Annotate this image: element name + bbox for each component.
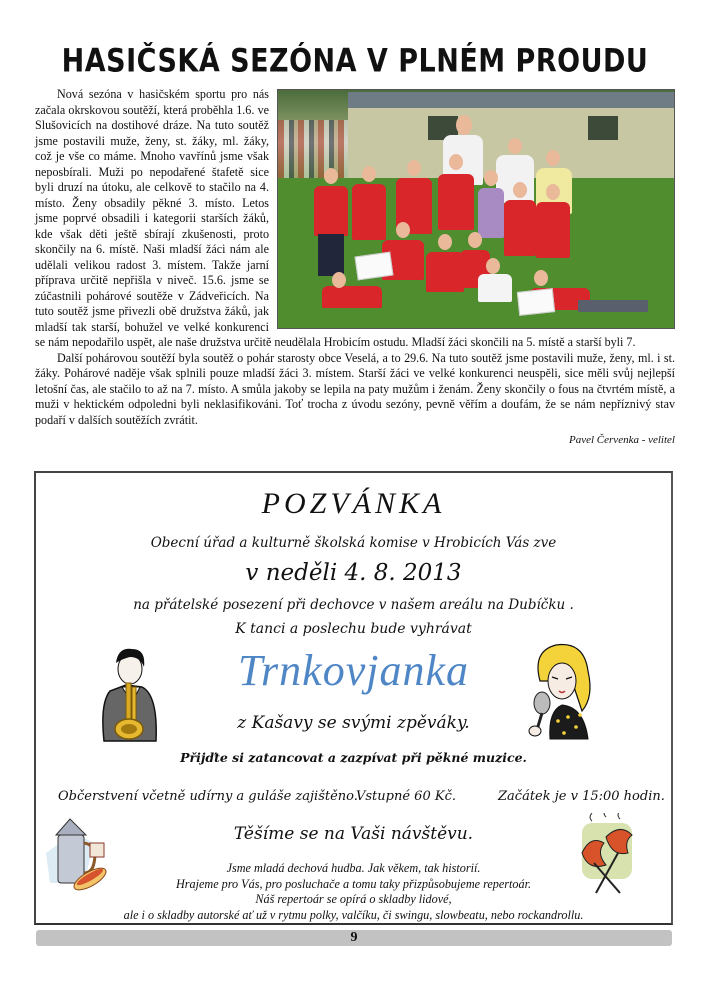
article-body	[35, 87, 675, 449]
invitation-refreshments: Občerstvení včetně udírny a guláše zajištěno.	[58, 789, 358, 804]
invitation-place: na přátelské posezení při dechovce v našem areálu na Dubíčku .	[133, 597, 574, 613]
team-photo	[277, 89, 675, 329]
trumpet-player-icon	[96, 643, 166, 743]
photo-kid	[536, 202, 570, 258]
invitation-band-origin: z Kašavy se svými zpěváky.	[237, 713, 470, 733]
photo-pants	[578, 300, 648, 312]
description-line: Hrajeme pro Vás, pro posluchače a tomu taky přizpůsobujeme repertoár.	[175, 876, 532, 891]
photo-pants	[318, 234, 344, 276]
photo-head	[508, 138, 522, 154]
photo-certificate	[355, 252, 394, 281]
photo-window	[588, 116, 618, 140]
article-paragraph: Další pohárovou soutěží byla soutěž o pohár starosty obce Veselá, a to 29.6. Na tuto soutěž jsme postavili muže, ženy, ml. i st. žáky. Pohárové naděje však splnili pouze mladší žáci 3. místem. Starší žáci ve velké konkurenci neuspěli, sice měli svůj nejlepší letošní čas, ale stačilo to až na 7. místo. A smůla jakoby se lepila na paty mužům i ženám. Ženy skončily o fous na čtvrtém místě, a muži v hektickém odpoledni byli neklasifikováni. Toť trocha z úvodu sezóny, pevně věřím a doufám, že se nám nepříznivý stav podaří v dalších soutěžích zvrátit.	[35, 350, 675, 427]
photo-head	[456, 115, 472, 135]
article-headline: HASIČSKÁ SEZÓNA V PLNÉM PROUDU	[61, 43, 649, 80]
photo-head	[332, 272, 346, 288]
article-paragraph: Nová sezóna v hasičském sportu pro nás začala okrskovou soutěží, která proběhla 1.6. ve Slušovicích na dostihové dráze. Na tuto soutěž jsme postavili muže, ženy, st. žáky, ml. žáky, což je vše co máme. Mnoho vavřínů jsme však neposbírali. Muži po nepodařené štafetě sice byli druzí na útoku, ale celkově to stačilo na 4. místo. Ženy obsadily pěkné 3. místo. Letos jsme poprvé obsadili i kategorii starších žáků, kde však děti ještě sbírají zkušenosti, proto skončily na 6. místě. Naši mladší žáci nám ale udělali velikou radost 3. místem. Takže jarní příprava určitě nepřišla v niveč. 15.6. jsme se zúčastnili pohárové soutěže v Zádveřicích. Na tuto soutěž jsme přivezli obě družstva žáků, jak mladší tak starší, bohužel ve velké konkurenci se nám nepodařilo uspět, ale naše družstva určitě neudělala Hrobicím ostudu. Mladší žáci skončili na 5. místě a starší byli 7.	[35, 87, 636, 349]
invitation-title: POZVÁNKA	[261, 487, 446, 520]
invitation-start-time: Začátek je v 15:00 hodin.	[498, 789, 665, 804]
photo-head	[546, 184, 560, 200]
invitation-box	[34, 471, 673, 925]
photo-head	[534, 270, 548, 286]
photo-head	[486, 258, 500, 274]
invitation-band-name: Trnkovjanka	[238, 646, 469, 695]
description-line: Jsme mladá dechová hudba. Jak věkem, tak historií.	[226, 861, 481, 875]
photo-head	[484, 170, 498, 186]
photo-kid	[314, 186, 348, 236]
invitation-come: Přijďte si zatancovat a zazpívat při pěkné muzice.	[180, 750, 527, 765]
grilled-sausages-icon	[576, 813, 636, 895]
invitation-playing: K tanci a poslechu bude vyhrávat	[235, 621, 472, 637]
photo-head	[362, 166, 376, 182]
invitation-entry-fee: Vstupné 60 Kč.	[356, 789, 456, 804]
page-number-bar	[36, 930, 672, 946]
invitation-date: v neděli 4. 8. 2013	[245, 560, 462, 586]
photo-head	[396, 222, 410, 238]
photo-kid	[504, 200, 536, 256]
photo-head	[407, 160, 421, 176]
photo-kid	[438, 174, 474, 230]
invitation-host: Obecní úřad a kulturně školská komise v Hrobicích Vás zve	[150, 535, 557, 551]
photo-head	[513, 182, 527, 198]
photo-kid	[426, 252, 464, 292]
photo-head	[546, 150, 560, 166]
photo-head	[438, 234, 452, 250]
photo-head	[324, 168, 338, 184]
beer-stein-hotdog-icon	[44, 813, 114, 893]
photo-kid	[322, 286, 382, 308]
photo-head	[468, 232, 482, 248]
photo-kid	[352, 184, 386, 240]
photo-roof	[348, 92, 674, 108]
article-signature: Pavel Červenka - velitel	[569, 434, 675, 446]
invitation-looking-forward: Těšíme se na Vaši návštěvu.	[233, 824, 474, 844]
photo-head	[449, 154, 463, 170]
page-number: 9	[350, 930, 358, 945]
photo-kid	[478, 274, 512, 302]
singer-icon	[526, 641, 598, 741]
description-line: Náš repertoár se opírá o skladby lidové,	[255, 892, 452, 906]
photo-kid	[478, 188, 504, 238]
description-line: ale i o skladby autorské ať už v rytmu polky, valčíku, či swingu, slowbeatu, nebo rockandrollu.	[123, 907, 584, 922]
photo-certificate	[517, 288, 555, 316]
